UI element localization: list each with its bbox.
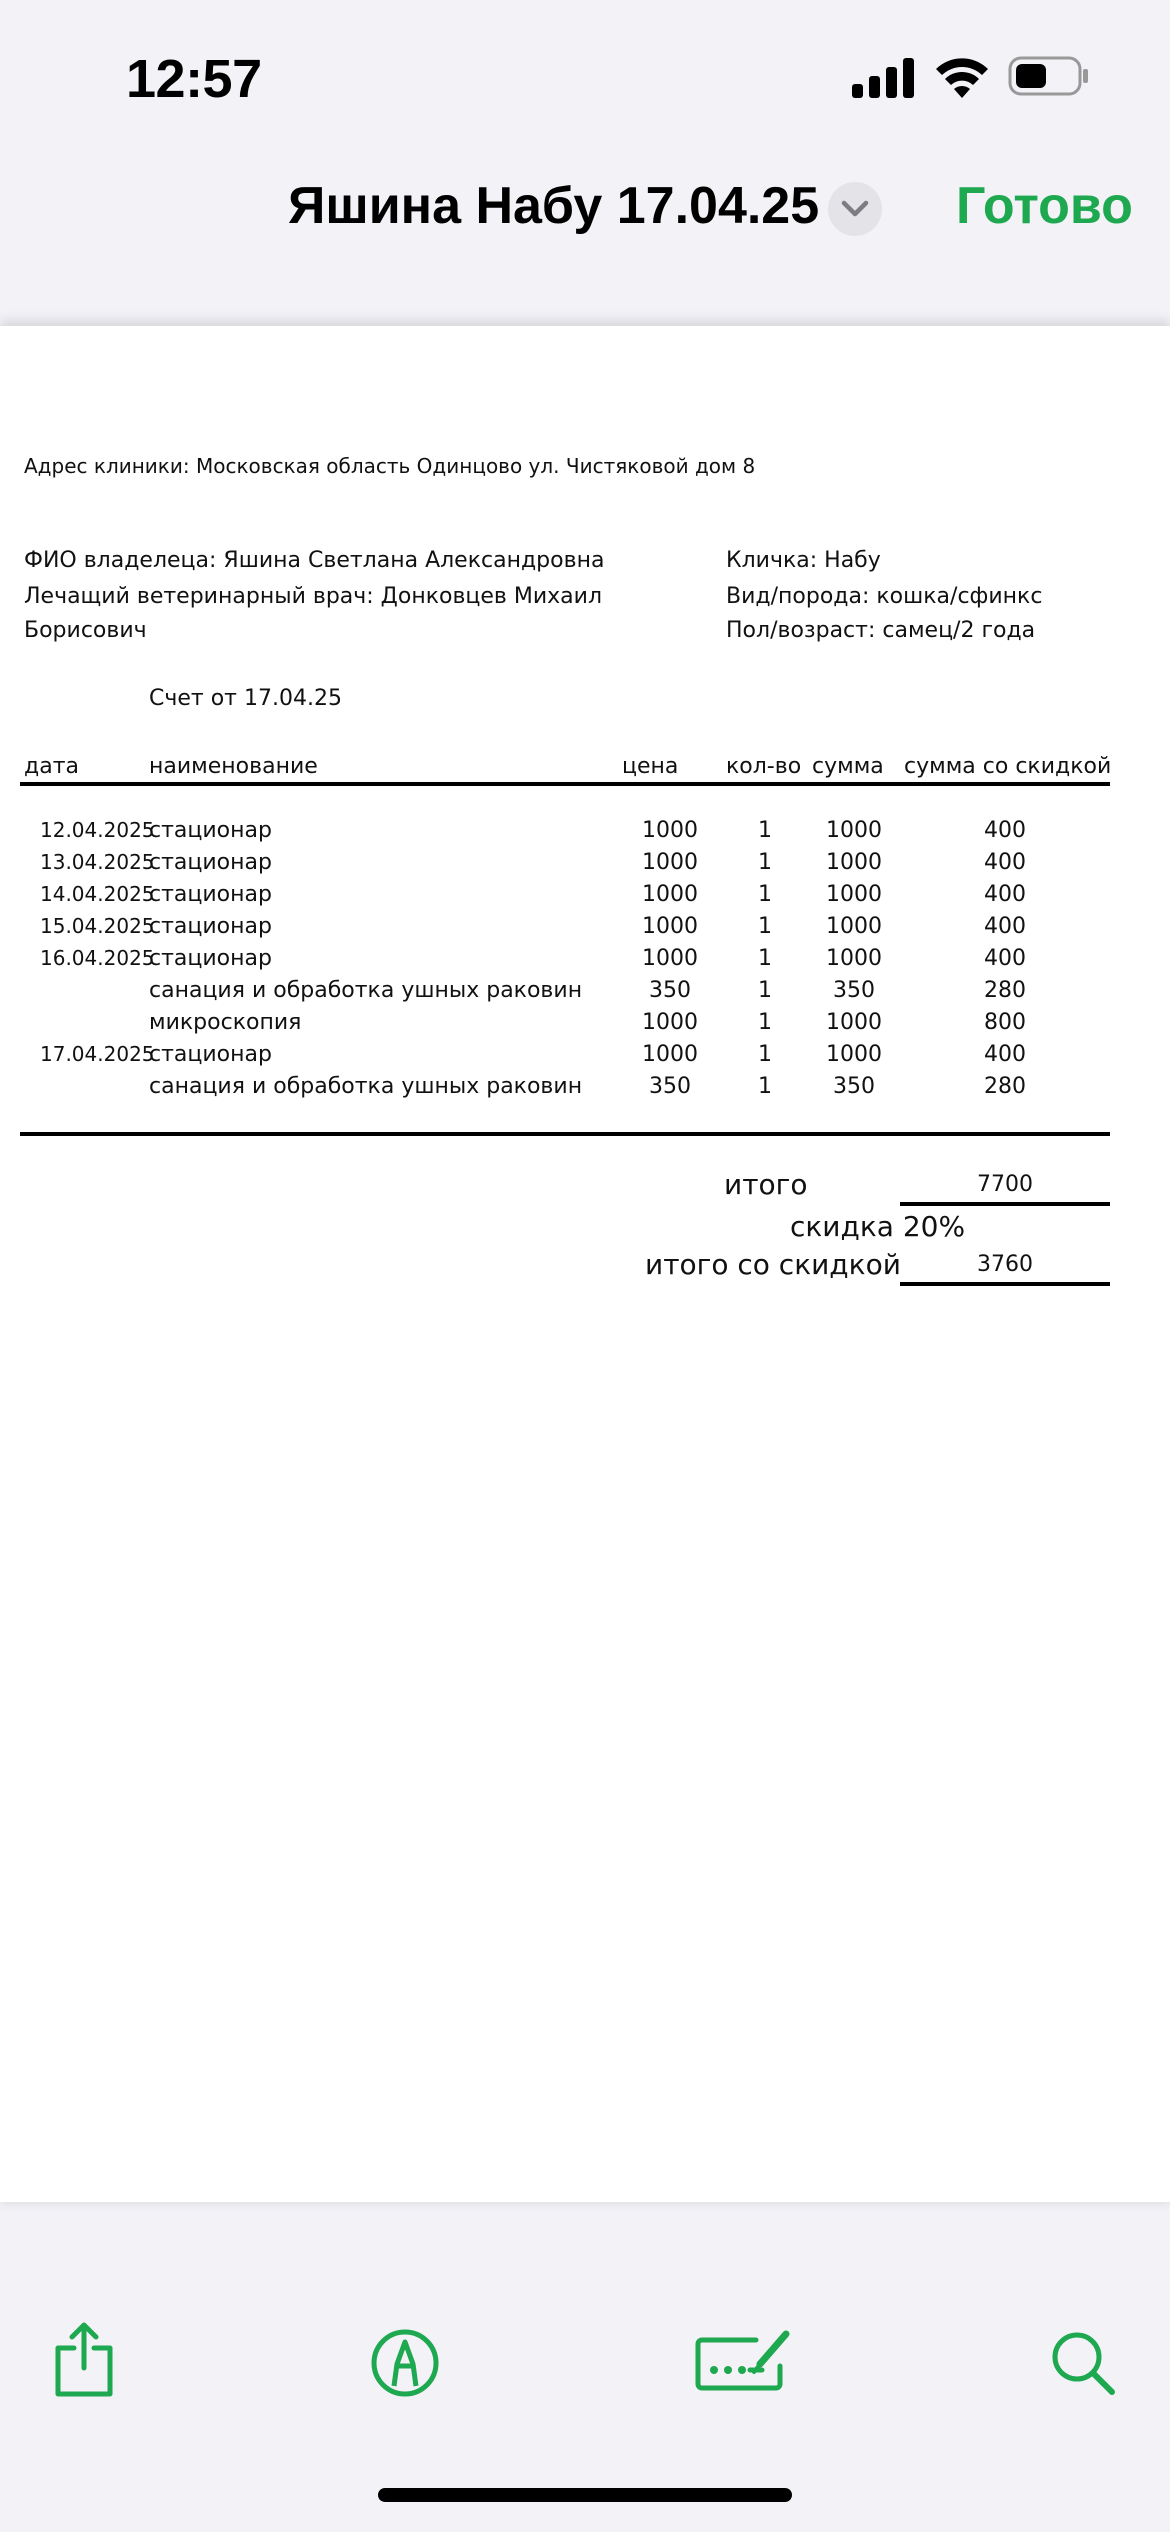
cell-name: стационар (149, 818, 272, 843)
cell-sum: 1000 (826, 882, 882, 907)
table-row (0, 818, 1170, 850)
cell-name: санация и обработка ушных раковин (149, 978, 583, 1003)
cell-price: 1000 (642, 882, 698, 907)
table-row (0, 978, 1170, 1010)
cell-discounted: 400 (984, 882, 1026, 907)
cell-discounted: 800 (984, 1010, 1026, 1035)
pet-sex-age: Пол/возраст: самец/2 года (726, 618, 1036, 643)
col-name: наименование (149, 754, 318, 779)
cell-price: 1000 (642, 914, 698, 939)
cell-name: стационар (149, 914, 272, 939)
cell-qty: 1 (758, 882, 772, 907)
cell-qty: 1 (758, 1074, 772, 1099)
cell-qty: 1 (758, 850, 772, 875)
col-discounted: сумма со скидкой (904, 754, 1112, 779)
total-label: итого (724, 1168, 808, 1201)
home-indicator[interactable] (378, 2488, 792, 2502)
cell-price: 350 (649, 978, 691, 1003)
cell-discounted: 400 (984, 1042, 1026, 1067)
cell-discounted: 280 (984, 978, 1026, 1003)
share-icon[interactable] (52, 2322, 116, 2398)
cell-qty: 1 (758, 818, 772, 843)
total-underline (900, 1202, 1110, 1206)
clinic-address: Адрес клиники: Московская область Одинцово ул. Чистяковой дом 8 (24, 454, 756, 478)
cell-discounted: 280 (984, 1074, 1026, 1099)
cell-price: 1000 (642, 850, 698, 875)
vet-name-cont: Борисович (24, 618, 147, 643)
table-row (0, 882, 1170, 914)
cell-sum: 350 (833, 978, 875, 1003)
cell-discounted: 400 (984, 946, 1026, 971)
owner-name: ФИО владелеца: Яшина Светлана Александровна (24, 548, 605, 573)
cell-qty: 1 (758, 1042, 772, 1067)
cell-date: 14.04.2025 (40, 882, 155, 906)
cell-price: 1000 (642, 946, 698, 971)
search-icon[interactable] (1050, 2330, 1116, 2396)
cell-sum: 1000 (826, 818, 882, 843)
col-price: цена (622, 754, 679, 779)
table-row (0, 1042, 1170, 1074)
cell-sum: 1000 (826, 946, 882, 971)
discount-label: скидка 20% (790, 1210, 966, 1243)
cell-name: санация и обработка ушных раковин (149, 1074, 583, 1099)
signature-icon[interactable] (694, 2326, 794, 2392)
battery-icon (1008, 56, 1090, 96)
table-bottom-rule (20, 1132, 1110, 1136)
chevron-down-icon (841, 197, 869, 221)
total-discounted-underline (900, 1282, 1110, 1286)
table-row (0, 1010, 1170, 1042)
cell-sum: 1000 (826, 1042, 882, 1067)
cell-name: стационар (149, 946, 272, 971)
cell-qty: 1 (758, 914, 772, 939)
table-row (0, 914, 1170, 946)
cell-discounted: 400 (984, 914, 1026, 939)
header-rule (20, 782, 1110, 786)
col-sum: сумма (812, 754, 884, 779)
status-time: 12:57 (126, 49, 262, 109)
pet-species: Вид/порода: кошка/сфинкс (726, 584, 1043, 609)
table-row (0, 850, 1170, 882)
document-title: Яшина Набу 17.04.25 (288, 177, 820, 235)
cellular-signal-icon (852, 58, 916, 98)
table-row (0, 1074, 1170, 1106)
cell-price: 1000 (642, 1010, 698, 1035)
table-row (0, 946, 1170, 978)
total-value: 7700 (977, 1172, 1033, 1197)
pet-name: Кличка: Набу (726, 548, 881, 573)
markup-icon[interactable] (370, 2328, 440, 2398)
total-discounted-label: итого со скидкой (645, 1248, 901, 1281)
cell-sum: 1000 (826, 914, 882, 939)
cell-sum: 350 (833, 1074, 875, 1099)
col-qty: кол-во (726, 754, 802, 779)
cell-discounted: 400 (984, 818, 1026, 843)
cell-price: 350 (649, 1074, 691, 1099)
total-discounted-value: 3760 (977, 1252, 1033, 1277)
cell-date: 13.04.2025 (40, 850, 155, 874)
cell-name: стационар (149, 850, 272, 875)
title-menu-button[interactable] (828, 182, 882, 236)
cell-name: стационар (149, 882, 272, 907)
vet-name: Лечащий ветеринарный врач: Донковцев Михаил (24, 584, 603, 609)
cell-date: 16.04.2025 (40, 946, 155, 970)
cell-sum: 1000 (826, 850, 882, 875)
cell-name: микроскопия (149, 1010, 302, 1035)
cell-price: 1000 (642, 818, 698, 843)
cell-date: 12.04.2025 (40, 818, 155, 842)
cell-qty: 1 (758, 978, 772, 1003)
cell-sum: 1000 (826, 1010, 882, 1035)
cell-date: 15.04.2025 (40, 914, 155, 938)
cell-date: 17.04.2025 (40, 1042, 155, 1066)
cell-price: 1000 (642, 1042, 698, 1067)
wifi-icon (936, 54, 988, 98)
cell-discounted: 400 (984, 850, 1026, 875)
cell-qty: 1 (758, 1010, 772, 1035)
cell-qty: 1 (758, 946, 772, 971)
cell-name: стационар (149, 1042, 272, 1067)
invoice-title: Счет от 17.04.25 (149, 686, 342, 711)
col-date: дата (24, 754, 79, 779)
document-page (0, 326, 1170, 2202)
done-button[interactable]: Готово (956, 177, 1133, 235)
